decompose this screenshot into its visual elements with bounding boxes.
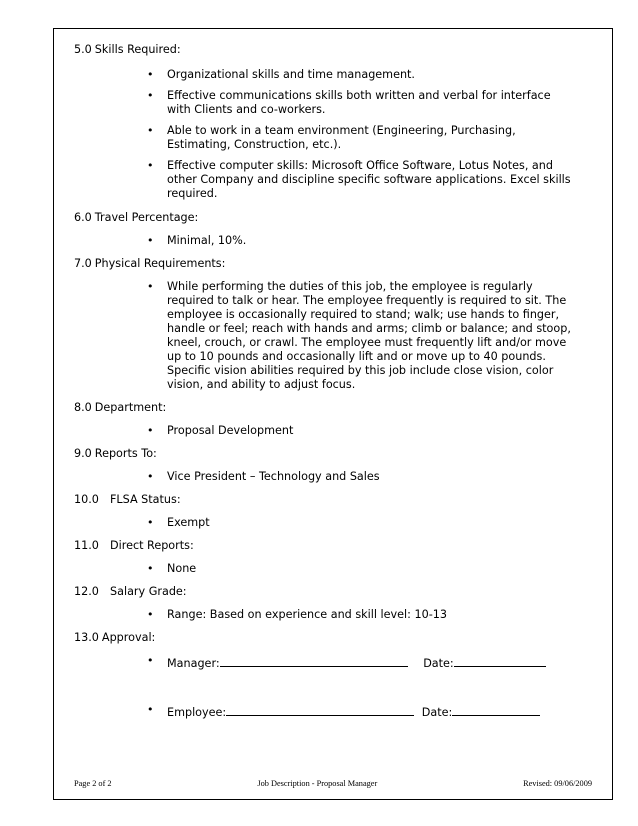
section-number: 5.0 [74,43,92,56]
section-number: 8.0 [74,401,92,414]
section-heading-department [74,401,599,415]
list-item: • Effective communications skills both written and verbal for interface with Clients and co-workers. [147,89,551,116]
section-heading-travel [74,211,599,225]
physical-list [74,280,599,392]
approval-list [74,654,599,720]
section-title: FLSA Status: [110,493,181,506]
salary-list [74,608,599,622]
section-title: Skills Required: [94,43,181,56]
section-number: 7.0 [74,257,92,270]
section-number: 9.0 [74,447,92,460]
section-title: Department: [94,401,167,414]
bullet-icon: • [147,654,154,667]
bullet-icon: • [147,703,154,716]
bullet-icon: • [147,516,154,529]
section-title: Salary Grade: [110,585,187,598]
manager-label: Manager: [167,657,220,670]
section-number: 12.0 [74,585,99,598]
bullet-icon: • [147,234,154,247]
direct-reports-list [74,562,599,576]
bullet-icon: • [147,608,154,621]
list-item: • Organizational skills and time management. [147,68,415,81]
section-heading-flsa [74,493,599,507]
manager-signature-row [74,654,607,671]
section-title: Direct Reports: [110,539,194,552]
bullet-icon: • [147,68,154,81]
list-item: • Effective computer skills: Microsoft Office Software, Lotus Notes, and other Company and discipline specific software applications. Excel skills required. [147,159,571,200]
list-item: • Able to work in a team environment (Engineering, Purchasing, Estimating, Construction, etc.). [147,124,516,151]
section-number: 11.0 [74,539,99,552]
bullet-icon: • [147,89,154,102]
employee-date-line[interactable] [452,703,540,716]
bullet-icon: • [147,562,154,575]
employee-signature-line[interactable] [226,703,414,716]
manager-signature-line[interactable] [220,654,408,667]
bullet-icon: • [147,470,154,483]
skills-list [74,68,599,201]
list-item: • Range: Based on experience and skill level: 10-13 [147,608,447,621]
section-title: Reports To: [94,447,157,460]
reports-to-list [74,470,599,484]
footer-page-number: Page 2 of 2 [74,779,112,788]
list-item: • Proposal Development [147,424,294,437]
section-heading-reports-to [74,447,599,461]
department-list [74,424,599,438]
list-item: • Exempt [147,516,210,529]
employee-date-label: Date: [421,706,453,719]
flsa-list [74,516,599,530]
section-heading-skills [74,43,599,57]
employee-signature-row [74,703,607,720]
section-number: 13.0 [74,631,99,644]
list-item: • While performing the duties of this job, the employee is regularly required to talk or hear. The employee frequently is required to sit. The employee is occasionally required to stand; walk; use hands to finger, handle or feel; reach with hands and arms; climb or balance; and stoop, kneel, crouch, or crawl. The employee must frequently lift and/or move up to 10 pounds and occasionally lift and or move up to 40 pounds. Specific vision abilities required by this job include close vision, color vision, and ability to adjust focus. [147,280,571,391]
footer-revised-date: Revised: 09/06/2009 [523,779,592,788]
bullet-icon: • [147,280,154,293]
section-heading-approval [74,631,599,645]
bullet-icon: • [147,159,154,172]
bullet-icon: • [147,124,154,137]
section-number: 6.0 [74,211,92,224]
employee-label: Employee: [167,706,227,719]
section-heading-salary-grade [74,585,599,599]
document-body [74,43,599,720]
manager-date-label: Date: [423,657,454,670]
document-page [53,28,613,800]
list-item: • Vice President – Technology and Sales [147,470,380,483]
section-title: Physical Requirements: [94,257,226,270]
footer-document-title: Job Description - Proposal Manager [257,779,378,788]
list-item: • Minimal, 10%. [147,234,247,247]
section-heading-physical [74,257,599,271]
section-number: 10.0 [74,493,99,506]
list-item: • None [147,562,197,575]
bullet-icon: • [147,424,154,437]
section-title: Travel Percentage: [94,211,199,224]
page-footer [74,779,592,788]
section-title: Approval: [101,631,156,644]
manager-date-line[interactable] [454,654,546,667]
section-heading-direct-reports [74,539,599,553]
travel-list [74,234,599,248]
